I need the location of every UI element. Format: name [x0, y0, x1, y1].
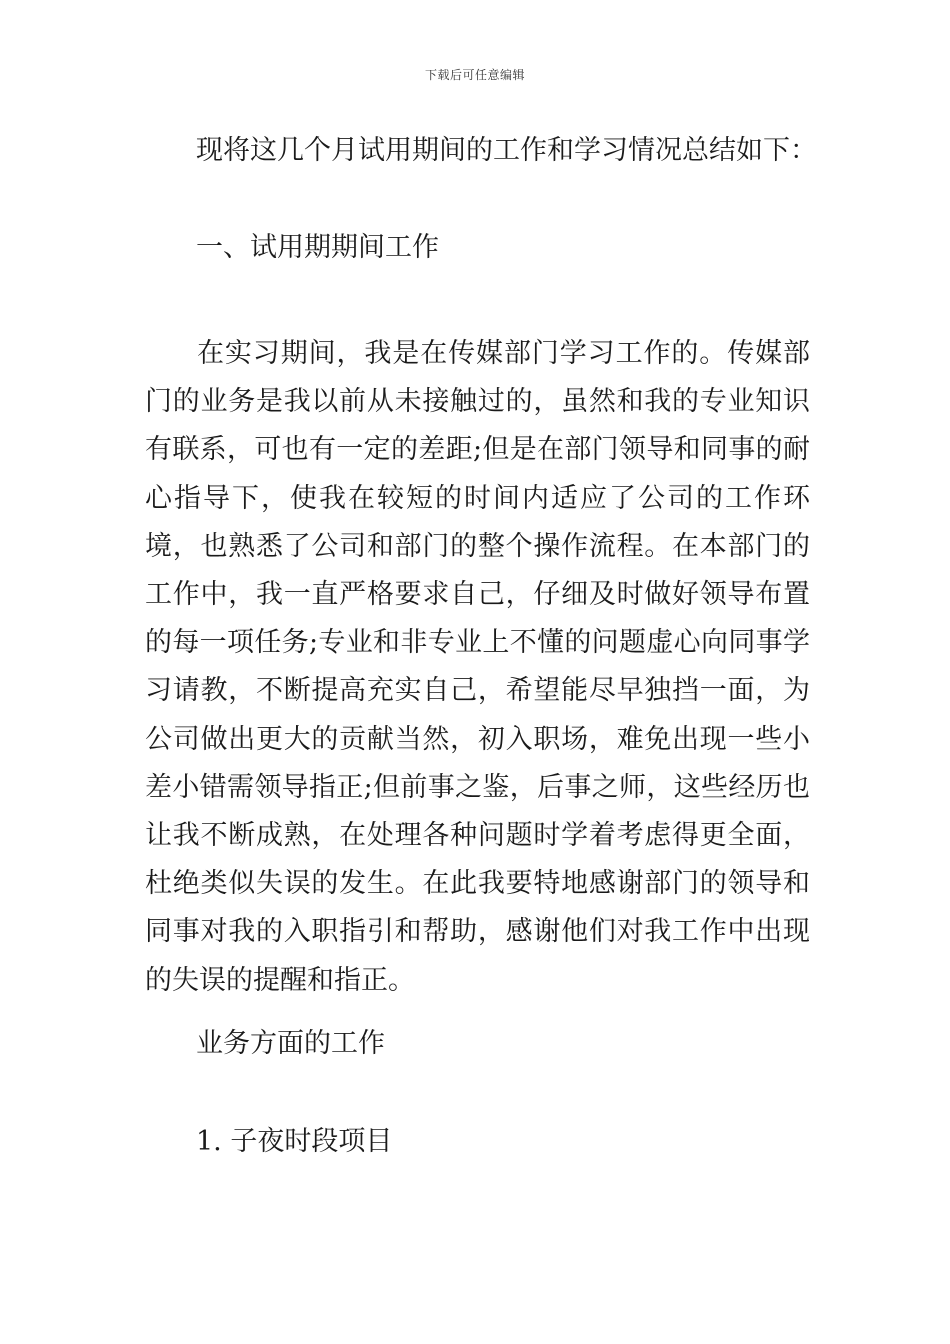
- business-heading: 业务方面的工作: [196, 1028, 385, 1059]
- header-note: 下载后可任意编辑: [424, 68, 525, 82]
- body-paragraph: 在实习期间，我是在传媒部门学习工作的。传媒部门的业务是我以前从未接触过的，虽然和我的专业知识有联系，可也有一定的差距;但是在部门领导和同事的耐心指导下，使我在较短的时间内适应了公司的工作环境，也熟悉了公司和部门的整个操作流程。在本部门的工作中，我一直严格要求自己，仔细及时做好领导布置的每一项任务;专业和非专业上不懂的问题虚心向同事学习请教，不断提高充实自己，希望能尽早独挡一面，为公司做出更大的贡献当然，初入职场，难免出现一些小差小错需领导指正;但前事之鉴，后事之师，这些经历也让我不断成熟，在处理各种问题时学着考虑得更全面，杜绝类似失误的发生。在此我要特地感谢部门的领导和同事对我的入职指引和帮助，感谢他们对我工作中出现的失误的提醒和指正。: [145, 338, 810, 996]
- intro-line: 现将这几个月试用期间的工作和学习情况总结如下：: [196, 135, 817, 166]
- item-one: 1. 子夜时段项目: [196, 1126, 393, 1157]
- section-one-heading: 一、试用期期间工作: [196, 232, 439, 263]
